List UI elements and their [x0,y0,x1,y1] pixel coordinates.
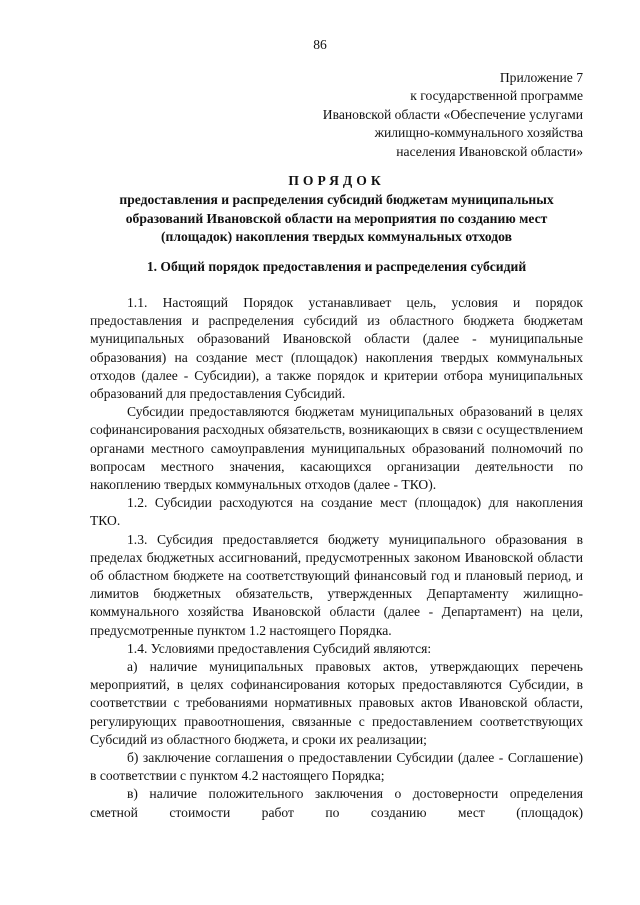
title-subtitle-line: (площадок) накопления твердых коммунальных отходов [161,229,512,245]
document-title [90,172,583,247]
appendix-line: Приложение 7 [499,70,583,85]
title-subtitle-line: образований Ивановской области на мероприятия по созданию мест [125,210,548,226]
paragraph-1-4: 1.4. Условиями предоставления Субсидий являются: [127,640,432,656]
page-number: 86 [313,37,327,52]
section-heading: 1. Общий порядок предоставления и распределения субсидий [146,259,527,274]
paragraph-item-b: б) заключение соглашения о предоставлении Субсидии (далее - Соглашение) в соответствии с пунктом 4.2 настоящего Порядка; [90,750,583,784]
appendix-block [323,69,583,161]
title-subtitle-line: предоставления и распределения субсидий бюджетам муниципальных [119,192,554,208]
paragraph-subsidies-purpose: Субсидии предоставляются бюджетам муниципальных образований в целях софинансирования расходных обязательств, возникающих в связи с осуществлением органами местного самоуправления муниципальных образований полномочий по вопросам местного значения, касающихся организации деятельности по накоплению твердых коммунальных отходов (далее - ТКО). [90,404,583,493]
appendix-line: к государственной программе [410,88,583,104]
appendix-line: населения Ивановской области» [396,143,583,159]
appendix-line: Ивановской области «Обеспечение услугами [322,106,583,122]
paragraph-1-1: 1.1. Настоящий Порядок устанавливает цель, условия и порядок предоставления и распределения субсидий из областного бюджета бюджетам муниципальных образований Ивановской области (далее - муниципальные образования) на создание мест (площадок) накопления твердых коммунальных отходов (далее - Субсидии), а также порядок и критерии отбора муниципальных образований для предоставления Субсидий. [90,295,583,402]
body-text [90,294,583,822]
appendix-line: жилищно-коммунального хозяйства [374,125,583,141]
paragraph-1-2: 1.2. Субсидии расходуются на создание мест (площадок) для накопления ТКО. [90,495,583,529]
paragraph-item-v: в) наличие положительного заключения о достоверности определения сметной стоимости работ по созданию мест (площадок) [90,786,583,820]
paragraph-1-3: 1.3. Субсидия предоставляется бюджету муниципального образования в пределах бюджетных ассигнований, предусмотренных законом Ивановской области об областном бюджете на соответствующий финансовый год и плановый период, и лимитов бюджетных обязательств, утвержденных Департаменту жилищно-коммунального хозяйства Ивановской области (далее - Департамент) на цели, предусмотренные пунктом 1.2 настоящего Порядка. [90,531,583,638]
paragraph-item-a: а) наличие муниципальных правовых актов, утверждающих перечень мероприятий, в целях софинансирования которых предоставляются Субсидии, в соответствии с требованиями нормативных правовых актов Ивановской области, регулирующих правоотношения, связанные с предоставлением соответствующих Субсидий из областного бюджета, и сроки их реализации; [90,659,583,747]
title-main: ПОРЯДОК [288,173,385,188]
